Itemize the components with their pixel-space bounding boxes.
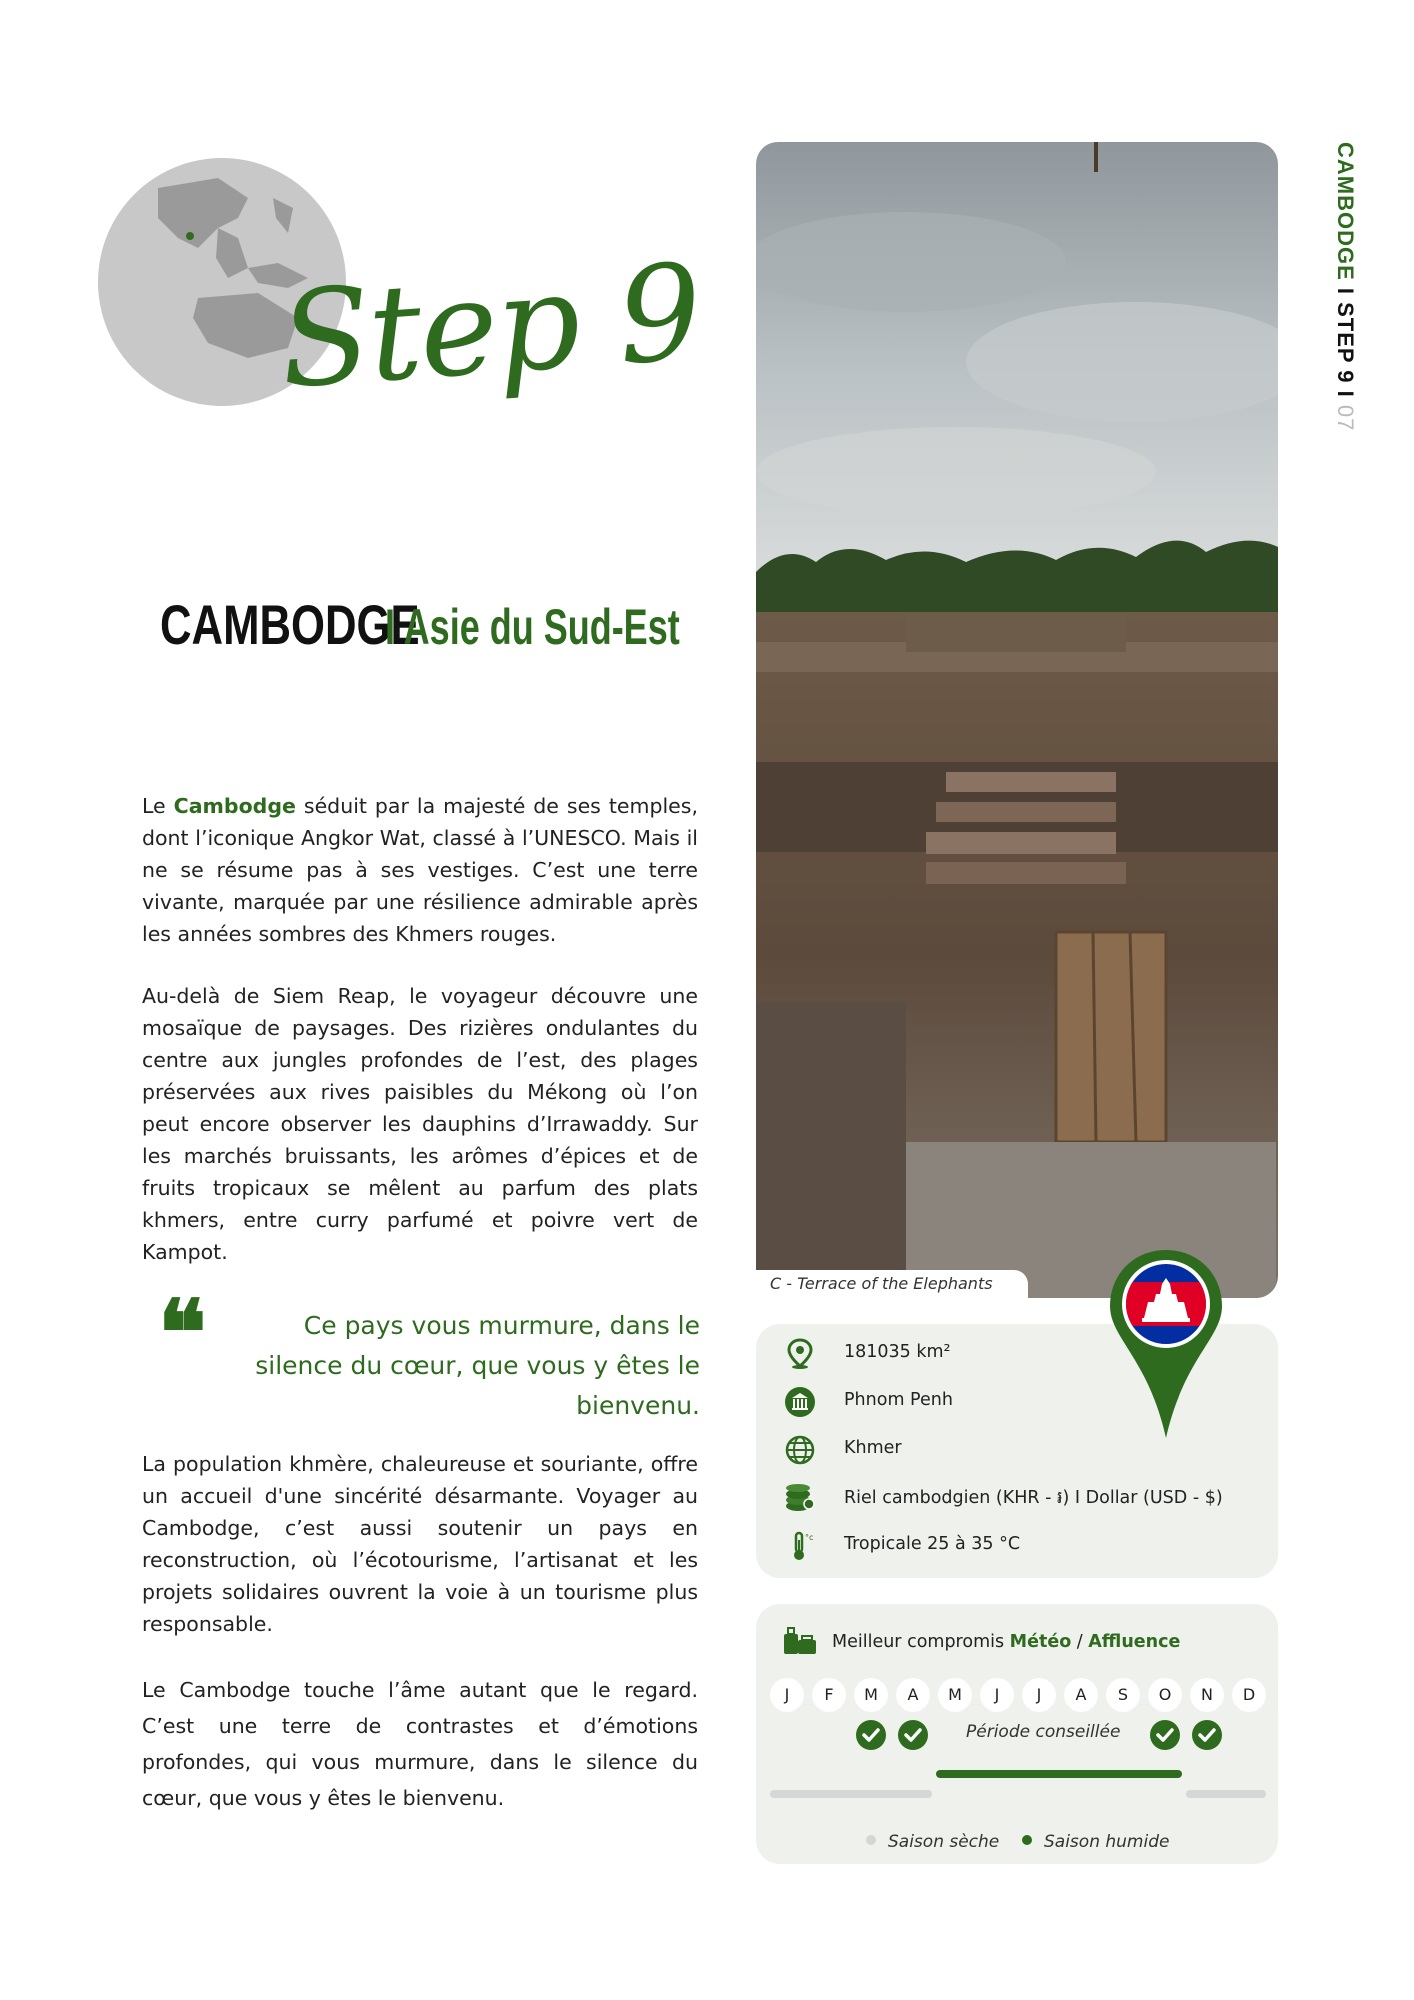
legend-wet-dot: [1022, 1835, 1032, 1845]
season-title-crowd: Affluence: [1088, 1632, 1181, 1652]
recommended-period-label: Période conseillée: [966, 1722, 1121, 1742]
legend-dry-dot: [866, 1835, 876, 1845]
globe-language-icon: [784, 1434, 816, 1466]
page-heading: [160, 592, 680, 657]
month-may: M: [938, 1678, 972, 1712]
month-dec: D: [1232, 1678, 1266, 1712]
quote-mark-icon: ❝: [158, 1280, 207, 1386]
side-label: [1332, 142, 1358, 431]
month-jun: J: [980, 1678, 1014, 1712]
legend-wet-label: Saison humide: [1044, 1832, 1170, 1852]
legend-dry-label: Saison sèche: [888, 1832, 1000, 1852]
fact-capital-text: Phnom Penh: [844, 1390, 953, 1410]
wet-season-bar: [936, 1770, 1182, 1778]
legend-wet-season: [1022, 1832, 1169, 1852]
capitol-building-icon: [784, 1386, 816, 1418]
side-label-country: CAMBODGE: [1333, 142, 1358, 281]
closing-paragraph: Le Cambodge touche l’âme autant que le regard. C’est une terre de contrastes et d’émotions profondes, qui vous murmure, dans le silence du cœur, que vous y êtes le bienvenu.: [142, 1678, 698, 1810]
coins-icon: [784, 1482, 816, 1514]
season-title-prefix: Meilleur compromis: [832, 1632, 1010, 1652]
month-feb: F: [812, 1678, 846, 1712]
fact-climate: [756, 1526, 1278, 1566]
month-aug: A: [1064, 1678, 1098, 1712]
photo-caption: C - Terrace of the Elephants: [756, 1270, 1028, 1298]
month-oct: O: [1148, 1678, 1182, 1712]
check-icon: [1192, 1720, 1222, 1750]
page-number: 07: [1333, 404, 1358, 432]
month-nov: N: [1190, 1678, 1224, 1712]
country-highlight: Cambodge: [173, 794, 296, 818]
check-icon: [898, 1720, 928, 1750]
landscapes-paragraph: Au-delà de Siem Reap, le voyageur découvre une mosaïque de paysages. Des rizières ondulantes du centre aux jungles profondes de l’est, des plages préservées aux rives paisibles du Mékong où l’on peut encore observer les dauphins d’Irrawaddy. Sur les marchés bruissants, les arômes d’épices et de fruits tropicaux se mêlent au parfum des plats khmers, entre curry parfumé et poivre vert de Kampot.: [142, 984, 698, 1264]
region-subtitle: I Asie du Sud-Est: [385, 599, 680, 655]
side-label-step: I STEP 9 I: [1333, 280, 1358, 405]
month-sep: S: [1106, 1678, 1140, 1712]
location-pin-icon: [784, 1338, 816, 1370]
month-list: [770, 1678, 1266, 1714]
dry-season-bar: [770, 1790, 932, 1798]
fact-currency-text: Riel cambodgien (KHR - ៛) I Dollar (USD - $): [844, 1488, 1223, 1508]
luggage-icon: [782, 1624, 818, 1656]
temple-photo: [756, 142, 1278, 1298]
intro-text-start: Le: [142, 794, 174, 818]
month-jan: J: [770, 1678, 804, 1712]
intro-paragraph: [142, 790, 698, 950]
month-apr: A: [896, 1678, 930, 1712]
population-paragraph: La population khmère, chaleureuse et souriante, offre un accueil d'une sincérité désarmante. Voyager au Cambodge, c’est aussi soutenir un pays en reconstruction, où l’écotourisme, l’artisanat et les projets solidaires ouvrent la voie à un tourisme plus responsable.: [142, 1452, 698, 1636]
season-title-weather: Météo: [1009, 1632, 1072, 1652]
fact-language-text: Khmer: [844, 1438, 902, 1458]
month-mar: M: [854, 1678, 888, 1712]
thermometer-icon: [784, 1530, 816, 1562]
legend-dry-season: [866, 1832, 999, 1852]
month-jul: J: [1022, 1678, 1056, 1712]
pull-quote: Ce pays vous murmure, dans le silence du cœur, que vous y êtes le bienvenu.: [255, 1311, 700, 1420]
check-icon: [856, 1720, 886, 1750]
season-title: [832, 1632, 1180, 1652]
dry-season-bar: [1186, 1790, 1266, 1798]
season-title-separator: /: [1071, 1632, 1089, 1652]
svg-text:°c: °c: [805, 1533, 814, 1542]
check-icon: [1150, 1720, 1180, 1750]
step-title: Step 9: [275, 235, 705, 419]
cambodia-flag-pin-icon: [1108, 1248, 1224, 1440]
fact-currency: [756, 1478, 1278, 1518]
country-title: CAMBODGE: [160, 593, 420, 656]
fact-climate-text: Tropicale 25 à 35 °C: [844, 1534, 1021, 1554]
intro-text-rest: séduit par la majesté de ses temples, dont l’iconique Angkor Wat, classé à l’UNESCO. Mais il ne se résume pas à ses vestiges. C’est une terre vivante, marquée par une résilience admirable après les années sombres des Khmers rouges.: [142, 794, 698, 946]
fact-area-text: 181035 km²: [844, 1342, 951, 1362]
best-season-panel: [756, 1604, 1278, 1864]
